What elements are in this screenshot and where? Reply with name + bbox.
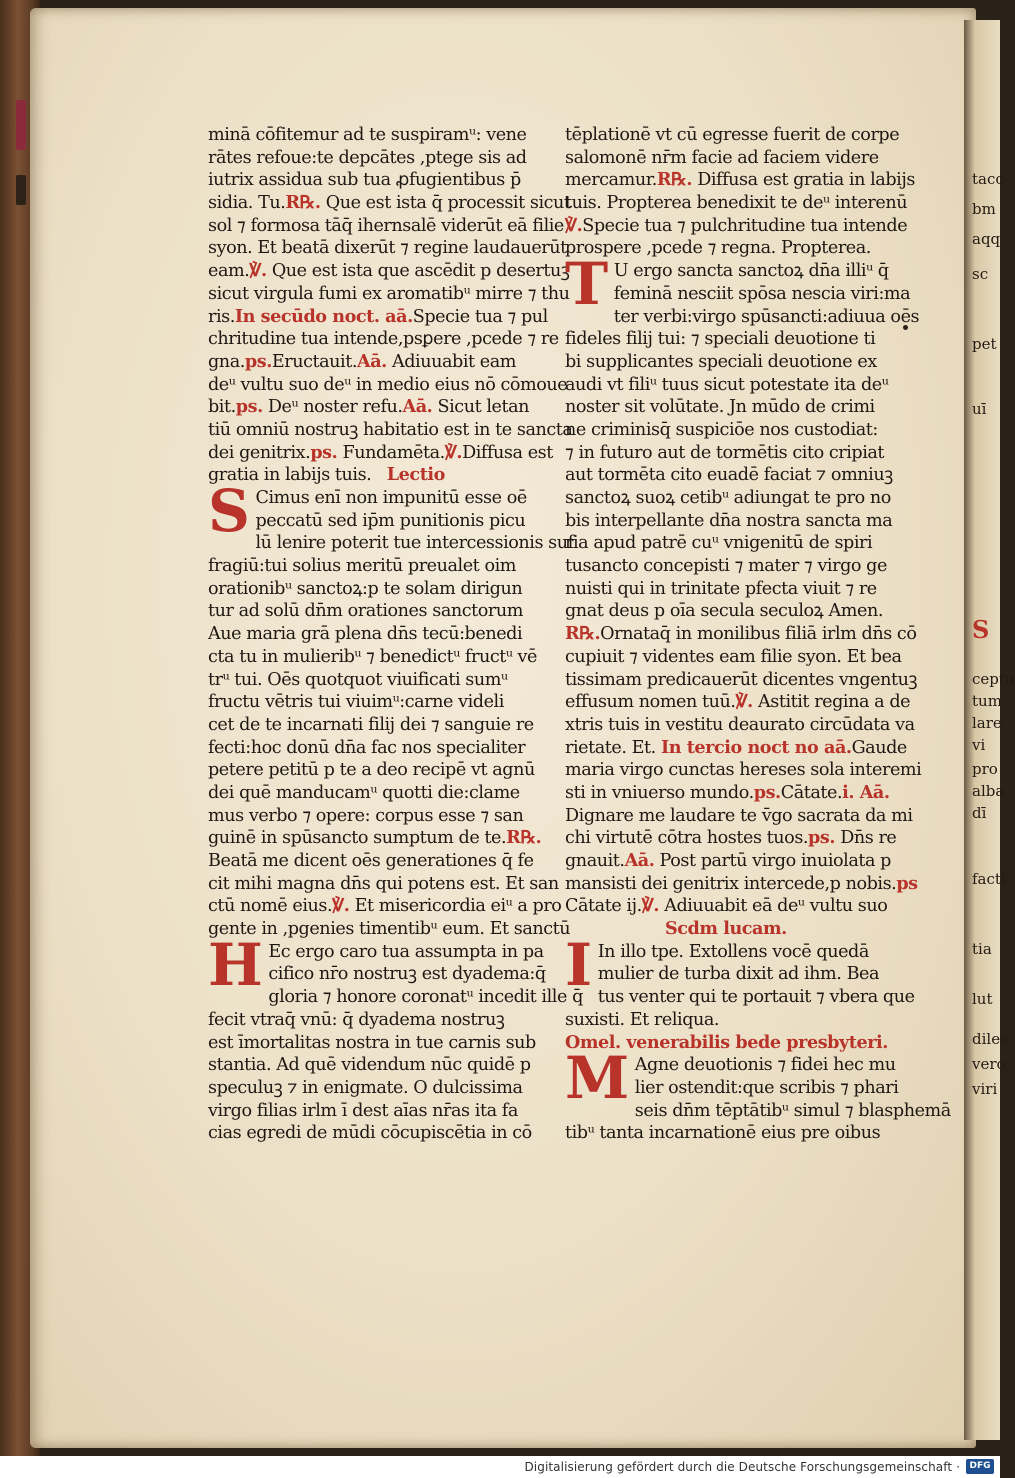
text-line: tiū omniū nostruꝫ habitatio est in te sancta (208, 419, 573, 440)
text-line: nuisti qui in trinitate pfecta viuit ⁊ re (565, 578, 877, 599)
adjacent-fragment: vero (972, 1055, 1006, 1073)
text-segment: Sicut letan (437, 397, 530, 418)
versicle-mark: ℣. (249, 260, 267, 282)
text-line: iutrix assidua sub tua ꝓfugientibus p̄ (208, 170, 521, 191)
text-line: In illo tpe. Extollens vocē quedā (597, 941, 869, 962)
text-line (208, 396, 548, 419)
lectio-heading: Lectio (386, 464, 445, 486)
antiphon-mark: i. Aā. (842, 781, 890, 803)
text-line: Cimus enī non impunitū esse oē (255, 488, 527, 508)
text-line: rātes refoue:te depcātes ,ptege sis ad (208, 147, 527, 168)
text-line: orationibᵘ sanctoꝝ:p te solam dirigun (208, 578, 523, 599)
text-line: cta tu in mulieribᵘ ⁊ benedictᵘ fructᵘ vē (208, 646, 538, 667)
text-line: tus venter qui te portauit ⁊ vbera que (597, 987, 915, 1008)
psalm-mark: ps. (753, 781, 781, 803)
psalm-mark: ps. (808, 827, 836, 849)
text-segment: gnauit. (565, 851, 625, 871)
text-line: Ec ergo caro tua assumpta in pa (268, 941, 544, 962)
text-segment: sidia. Tu. (208, 193, 286, 214)
adjacent-fragment: dilec (972, 1030, 1009, 1048)
text-line (565, 827, 905, 850)
text-line: sanctoꝝ suoꝝ cetibᵘ adiungat te pro no (565, 488, 891, 508)
text-line (565, 850, 905, 873)
dfg-logo: DFG (966, 1459, 994, 1474)
text-line (208, 895, 562, 918)
text-line (565, 782, 905, 805)
text-segment: Que est ista q̄ processit sicut (325, 193, 571, 214)
text-line: gnat deus p oīa secula seculoꝝ Amen. (565, 601, 883, 622)
text-segment: gna. (208, 351, 245, 372)
psalm-mark: ps. (310, 441, 338, 463)
text-line (565, 623, 917, 646)
adjacent-fragment: pro (972, 760, 998, 778)
text-segment: mercamur. (565, 170, 657, 191)
text-line (208, 441, 553, 465)
text-line: virgo filias irlm ī dest aīas nr̄as ita fa (208, 1100, 518, 1121)
text-line (565, 918, 905, 941)
homily-heading: Omel. venerabilis bede presbyteri. (565, 1031, 888, 1053)
text-segment: Cātate. (780, 782, 843, 803)
psalm-mark: ps. (244, 350, 272, 372)
text-segment: ctū nomē eius. (208, 896, 333, 917)
initial-letter-h: H (208, 930, 263, 999)
text-line (208, 827, 548, 850)
responsory-mark: R℞. (565, 623, 601, 645)
text-line: tissimam predicauerūt dicentes vngentuꝫ (565, 669, 918, 690)
text-line: tur ad solū dn̄m orationes sanctorum (208, 601, 523, 622)
text-line (565, 872, 918, 896)
text-line: bi supplicantes speciali deuotione ex (565, 351, 877, 372)
text-line (565, 214, 908, 238)
text-segment: Adiuuabit eā deᵘ vultu suo (664, 896, 888, 917)
text-segment: Adiuuabit eam (391, 351, 517, 372)
text-line (565, 691, 911, 714)
text-line: gente in ,pgenies timentibᵘ eum. Et sanctū (208, 919, 571, 940)
adjacent-page-edge (964, 20, 1015, 1440)
text-line: dei quē manducamᵘ quotti die:clame (208, 782, 520, 803)
text-segment: Specie tua ⁊ pulchritudine tua intende (582, 215, 908, 236)
text-line: fragiū:tui solius meritū preualet oim (208, 556, 516, 577)
text-segment: Diffusa est gratia in labijs (697, 170, 915, 191)
text-line: speculuꝫ ⁊ in enigmate. O dulcissima (208, 1077, 523, 1098)
text-line (208, 260, 570, 283)
text-segment: Gaude (851, 737, 907, 758)
text-line: tusancto concepisti ⁊ mater ⁊ virgo ge (565, 556, 887, 577)
text-line: stantia. Ad quē videndum nūc quidē p (208, 1055, 531, 1076)
adjacent-fragment: bm (972, 200, 996, 218)
antiphon-mark: Aā. (357, 350, 387, 372)
text-line: xtris tuis in vestitu deaurato circūdata va (565, 714, 915, 735)
text-segment: guinē in spūsancto sumptum de te. (208, 828, 507, 849)
text-line: fecit vtraq̄ vnū: q̄ dyadema nostruꝫ (208, 1009, 505, 1030)
funding-credit: Digitalisierung gefördert durch die Deutsche Forschungsgemeinschaft · (524, 1460, 960, 1474)
adjacent-fragment: vi (972, 736, 986, 754)
text-line: ria apud patrē cuᵘ vnigenitū de spiri (565, 533, 873, 554)
adjacent-fragment: tum (972, 692, 1002, 710)
text-line: tuis. Propterea benedixit te deᵘ interenū (565, 193, 908, 214)
text-line: deᵘ vultu suo deᵘ in medio eius nō cōmoue (208, 374, 568, 395)
text-line: cifico nr̄o nostruꝫ est dyadema:q̄ (268, 964, 546, 985)
text-segment: bit. (208, 397, 236, 418)
text-line: peccatū sed ip̄m punitionis picu (255, 510, 526, 531)
text-line: noster sit volūtate. Jn mūdo de crimi (565, 397, 875, 418)
versicle-mark: ℣. (444, 441, 463, 463)
antiphon-mark: Aā. (624, 850, 655, 871)
text-segment: Specie tua ⁊ pul (412, 306, 548, 327)
text-line: prospere ,pcede ⁊ regna. Propterea. (565, 238, 871, 259)
versicle-mark: ℣. (332, 895, 350, 917)
text-line: cit mihi magna dn̄s qui potens est. Et san (208, 873, 559, 894)
text-line: audi vt filiᵘ tuus sicut potestate ita deᵘ (565, 374, 889, 395)
text-line: gloria ⁊ honore coronatᵘ incedit ille q̄ (268, 987, 583, 1008)
adjacent-fragment: lut (972, 990, 993, 1008)
text-segment: Post partū virgo inuiolata p (659, 851, 891, 871)
text-line (565, 895, 905, 918)
left-text-column (208, 124, 583, 1145)
adjacent-fragment: ceptu (972, 670, 1015, 688)
text-line: fideles filij tui: ⁊ speciali deuotione ti (565, 329, 876, 350)
initial-letter-t: T (565, 250, 608, 319)
adjacent-fragment: sc (972, 265, 989, 283)
nocturn-heading: In secūdo noct. aā. (234, 305, 413, 327)
adjacent-fragment: facti (972, 870, 1006, 888)
text-line: cupiuit ⁊ videntes eam filie syon. Et bea (565, 646, 902, 667)
text-line: petere petitū p te a deo recipē vt agnū (208, 760, 535, 781)
text-line: mus verbo ⁊ opere: corpus esse ⁊ san (208, 805, 524, 826)
adjacent-fragment: tia (972, 940, 992, 958)
text-segment: ris. (208, 306, 235, 327)
adjacent-fragment: dī (972, 804, 987, 822)
text-segment: Cātate ij. (565, 896, 642, 917)
text-line: maria virgo cunctas hereses sola interemi (565, 760, 922, 781)
responsory-mark: R℞. (506, 827, 542, 849)
text-line: sicut virgula fumi ex aromatibᵘ mirre ⁊ thu (208, 283, 570, 304)
text-line: fecti:hoc donū dn̄a fac nos specialiter (208, 737, 526, 758)
text-segment: Ornataq̄ in monilibus filiā irlm dn̄s cō (600, 624, 917, 645)
antiphon-mark: Aā. (402, 396, 433, 418)
responsory-mark: R℞. (285, 192, 321, 214)
text-segment: Deᵘ noster refu. (267, 397, 403, 418)
text-line: bis interpellante dn̄a nostra sancta ma (565, 510, 893, 531)
text-line: lier ostendit:que scribis ⁊ phari (634, 1077, 899, 1098)
text-line: feminā nesciit spōsa nescia viri:ma (613, 283, 911, 304)
text-line: trᵘ tui. Oēs quotquot viuificati sumᵘ (208, 669, 508, 690)
adjacent-fragment: tacc (972, 170, 1004, 188)
text-line: seis dn̄m tēptātibᵘ simul ⁊ blasphemā (634, 1100, 951, 1121)
text-line: Agne deuotionis ⁊ fidei hec mu (634, 1055, 896, 1076)
text-segment: gratia in labijs tuis. (208, 465, 372, 486)
versicle-mark: ℣. (641, 895, 660, 917)
text-line: tēplationē vt cū egresse fuerit de corpe (565, 125, 900, 145)
text-line: ⁊ in futuro aut de tormētis cito cripiat (565, 442, 885, 463)
versicle-mark: ℣. (565, 214, 583, 236)
text-segment: dei genitrix. (208, 442, 311, 463)
text-segment: Dn̄s re (840, 828, 897, 849)
text-segment: Et misericordia eiᵘ a pro (354, 896, 562, 917)
text-line: aut tormēta cito euadē faciat ⁊ omniuꝫ (565, 465, 893, 486)
text-segment: rietate. Et. (565, 737, 656, 758)
text-line: cet de te incarnati filij dei ⁊ sanguie re (208, 714, 534, 735)
text-segment: Diffusa est (462, 442, 553, 463)
digitization-footer (0, 1456, 1000, 1478)
adjacent-fragment: alba (972, 782, 1005, 800)
psalm-mark: ps (896, 872, 918, 894)
text-segment: Eructauit. (271, 351, 357, 372)
text-line (565, 1032, 905, 1055)
text-line: Beatā me dicent oēs generationes q̄ fe (208, 851, 534, 871)
text-line: tibᵘ tanta incarnationē eius pre oibus (565, 1123, 881, 1144)
text-line: ter verbi:virgo spūsancti:adiuua oēs (613, 306, 920, 327)
text-segment: Que est ista que ascēdit p desertuꝫ (271, 261, 570, 282)
text-line (208, 351, 548, 374)
text-line: minā cōfitemur ad te suspiramᵘ: vene (208, 125, 527, 145)
right-text-column (565, 124, 951, 1145)
text-line: suxisti. Et reliqua. (565, 1009, 720, 1030)
text-line: mulier de turba dixit ad ihm. Bea (597, 964, 880, 985)
text-segment: chi virtutē cōtra hostes tuos. (565, 828, 809, 849)
text-segment: eam. (208, 261, 250, 282)
text-segment: Astitit regina a de (758, 692, 911, 713)
binding-red-tab (16, 100, 26, 150)
adjacent-fragment: lare (972, 714, 1002, 732)
text-line (208, 464, 548, 487)
adjacent-fragment: aqq (972, 230, 1001, 248)
adjacent-fragment: pet (972, 335, 997, 353)
binding-dark-tab (16, 175, 26, 205)
versicle-mark: ℣. (735, 691, 753, 713)
text-segment: mansisti dei genitrix intercede,p nobis. (565, 873, 897, 894)
text-line: Aue maria grā plena dn̄s tecū:benedi (208, 624, 523, 645)
nocturn-heading: In tercio noct no aā. (660, 736, 852, 758)
initial-letter-m: M (565, 1044, 629, 1113)
text-segment: sti in vniuerso mundo. (565, 782, 754, 803)
text-line (208, 192, 571, 215)
text-line: syon. Et beatā dixerūt ⁊ regine laudauerūt (208, 238, 567, 259)
text-line (208, 306, 548, 329)
text-line: fructu vētris tui viuimᵘ:carne videli (208, 692, 504, 713)
text-line: sol ⁊ formosa tāq̄ ihernsalē viderūt eā filie (208, 215, 564, 236)
text-line: est īmortalitas nostra in tue carnis sub (208, 1032, 536, 1053)
text-line: salomonē nr̄m facie ad faciem videre (565, 147, 879, 168)
text-segment: effusum nomen tuū. (565, 692, 736, 713)
text-line: cias egredi de mūdi cōcupiscētia in cō (208, 1123, 532, 1144)
text-line (565, 737, 905, 760)
text-line (565, 169, 915, 192)
gospel-heading: Scdm lucam. (665, 918, 787, 940)
psalm-mark: ps. (235, 396, 263, 418)
text-line: ne criminisq̄ suspiciōe nos custodiat: (565, 419, 878, 440)
text-line: U ergo sancta sanctoꝝ dn̄a illiᵘ q̄ (613, 261, 889, 282)
text-line: Dignare me laudare te v̄go sacrata da mi (565, 805, 913, 826)
responsory-mark: R℞. (656, 169, 693, 191)
text-line: lū lenire poterit tue intercessionis suf (255, 533, 574, 554)
adjacent-fragment: viri (972, 1080, 998, 1098)
text-line: chritudine tua intende,psꝑere ,pcede ⁊ re (208, 329, 559, 350)
adjacent-fragment: uī (972, 400, 987, 418)
adjacent-initial: S (972, 615, 990, 644)
text-segment: Fundamēta. (342, 442, 445, 463)
initial-letter-i: I (565, 930, 592, 999)
initial-letter-s: S (208, 477, 250, 545)
